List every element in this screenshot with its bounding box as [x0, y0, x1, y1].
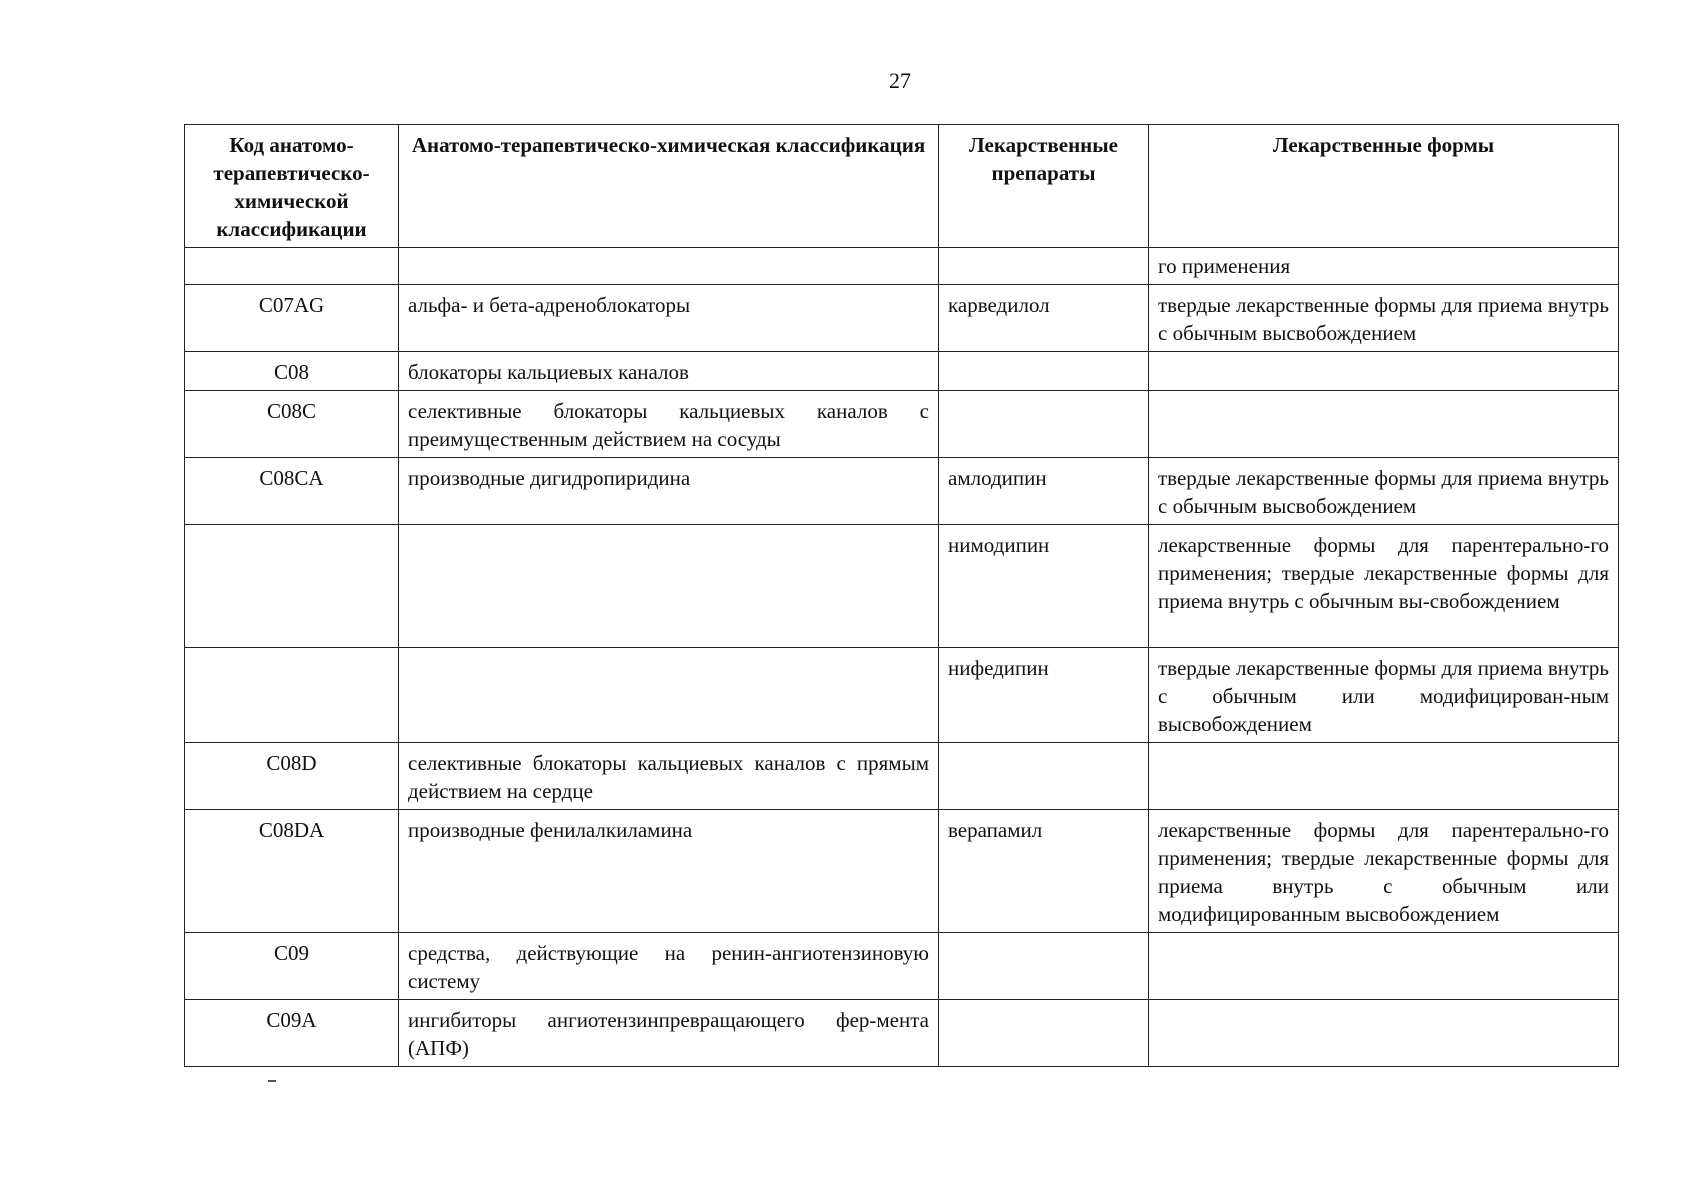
- table-row: [185, 810, 1619, 933]
- table-row: [185, 391, 1619, 458]
- cell-code: C09: [185, 933, 399, 1000]
- cell-classification: селективные блокаторы кальциевых каналов с прямым действием на сердце: [399, 743, 939, 810]
- cell-drug: амлодипин: [939, 458, 1149, 525]
- cell-drug: карведилол: [939, 285, 1149, 352]
- header-dosage-forms: Лекарственные формы: [1149, 125, 1619, 248]
- cell-forms: [1149, 352, 1619, 391]
- cell-drug: [939, 743, 1149, 810]
- cell-code: C08DA: [185, 810, 399, 933]
- cell-code: [185, 648, 399, 743]
- cell-drug: [939, 391, 1149, 458]
- header-drugs: Лекарственные препараты: [939, 125, 1149, 248]
- table-row: [185, 352, 1619, 391]
- cell-code: [185, 248, 399, 285]
- cell-classification: производные дигидропиридина: [399, 458, 939, 525]
- cell-classification: [399, 525, 939, 648]
- cell-drug: [939, 248, 1149, 285]
- atc-classification-table: [184, 124, 1619, 1067]
- cell-forms: лекарственные формы для парентерально-го применения; твердые лекарственные формы для приема внутрь с обычным или модифицированным высвобождением: [1149, 810, 1619, 933]
- cell-forms: твердые лекарственные формы для приема внутрь с обычным или модифицирован-ным высвобождением: [1149, 648, 1619, 743]
- table-row: [185, 1000, 1619, 1067]
- cell-forms: го применения: [1149, 248, 1619, 285]
- cell-classification: селективные блокаторы кальциевых каналов с преимущественным действием на сосуды: [399, 391, 939, 458]
- cell-code: C08CA: [185, 458, 399, 525]
- cell-drug: верапамил: [939, 810, 1149, 933]
- table-row: [185, 743, 1619, 810]
- header-atc-classification: Анатомо-терапевтическо-химическая классификация: [399, 125, 939, 248]
- scan-artifact-mark: [268, 1080, 276, 1082]
- page-number: 27: [889, 68, 911, 93]
- table-row: [185, 458, 1619, 525]
- cell-classification: средства, действующие на ренин-ангиотензиновую систему: [399, 933, 939, 1000]
- cell-classification: ингибиторы ангиотензинпревращающего фер-мента (АПФ): [399, 1000, 939, 1067]
- table-row: [185, 248, 1619, 285]
- cell-drug: [939, 1000, 1149, 1067]
- cell-classification: блокаторы кальциевых каналов: [399, 352, 939, 391]
- table-row: [185, 525, 1619, 648]
- cell-drug: [939, 352, 1149, 391]
- cell-drug: [939, 933, 1149, 1000]
- header-atc-code: Код анатомо-терапевтическо-химической классификации: [185, 125, 399, 248]
- cell-code: [185, 525, 399, 648]
- table-header-row: [185, 125, 1619, 248]
- table-row: [185, 648, 1619, 743]
- cell-forms: твердые лекарственные формы для приема внутрь с обычным высвобождением: [1149, 285, 1619, 352]
- cell-forms: твердые лекарственные формы для приема внутрь с обычным высвобождением: [1149, 458, 1619, 525]
- cell-forms: лекарственные формы для парентерально-го применения; твердые лекарственные формы для приема внутрь с обычным вы-свобождением: [1149, 525, 1619, 648]
- cell-classification: альфа- и бета-адреноблокаторы: [399, 285, 939, 352]
- cell-code: C08D: [185, 743, 399, 810]
- cell-classification: производные фенилалкиламина: [399, 810, 939, 933]
- cell-drug: нифедипин: [939, 648, 1149, 743]
- cell-forms: [1149, 391, 1619, 458]
- cell-code: C09A: [185, 1000, 399, 1067]
- cell-classification: [399, 648, 939, 743]
- table-row: [185, 285, 1619, 352]
- table-row: [185, 933, 1619, 1000]
- cell-code: C08: [185, 352, 399, 391]
- cell-forms: [1149, 933, 1619, 1000]
- cell-code: C08C: [185, 391, 399, 458]
- cell-forms: [1149, 743, 1619, 810]
- cell-forms: [1149, 1000, 1619, 1067]
- cell-classification: [399, 248, 939, 285]
- cell-code: C07AG: [185, 285, 399, 352]
- cell-drug: нимодипин: [939, 525, 1149, 648]
